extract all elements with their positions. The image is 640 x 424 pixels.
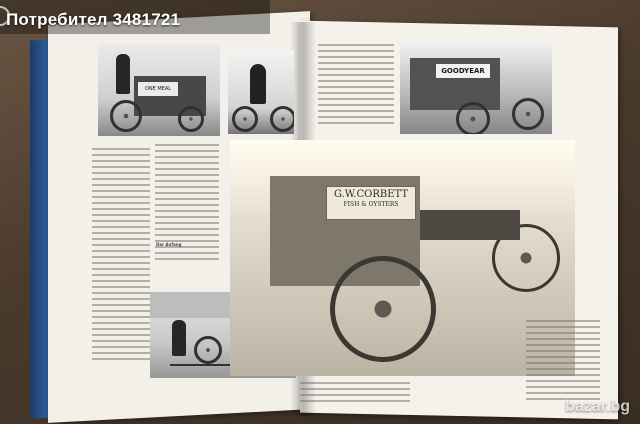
- wheel: [232, 106, 258, 132]
- left-section-heading: Der Anfang: [156, 242, 182, 247]
- rider-figure: [116, 54, 130, 94]
- photo-c-sign: GOODYEAR: [436, 64, 490, 78]
- corbett-sign: [326, 186, 416, 220]
- photo-corbett-delivery-car: [230, 140, 575, 376]
- large-wheel: [330, 256, 436, 362]
- wheel: [178, 106, 204, 132]
- right-caption-column: [526, 320, 600, 404]
- wheel: [110, 100, 142, 132]
- right-text-column-top: [318, 44, 394, 128]
- seller-label: Потребител 3481721: [6, 10, 181, 29]
- wheel: [194, 336, 222, 364]
- wheel: [512, 98, 544, 130]
- photo-motorcycle-rider: [228, 50, 294, 134]
- photo-delivery-tricycle: [98, 44, 220, 136]
- main-photo-caption: [300, 382, 410, 406]
- rider-figure: [250, 64, 266, 104]
- photo-a-sign: ONE MEAL: [138, 82, 178, 96]
- wheel: [456, 102, 490, 134]
- photo-goodyear-van: [400, 42, 552, 134]
- wheel: [270, 106, 294, 132]
- corbett-sign-title: G.W.CORBETT: [333, 189, 409, 200]
- site-watermark: bazar.bg: [565, 398, 630, 415]
- seller-header-bar: [0, 0, 270, 34]
- corbett-sign-subtitle: FISH & OYSTERS: [343, 201, 399, 208]
- engine-frame: [420, 210, 520, 240]
- left-text-column-1: [92, 148, 150, 364]
- rider-figure: [172, 320, 186, 356]
